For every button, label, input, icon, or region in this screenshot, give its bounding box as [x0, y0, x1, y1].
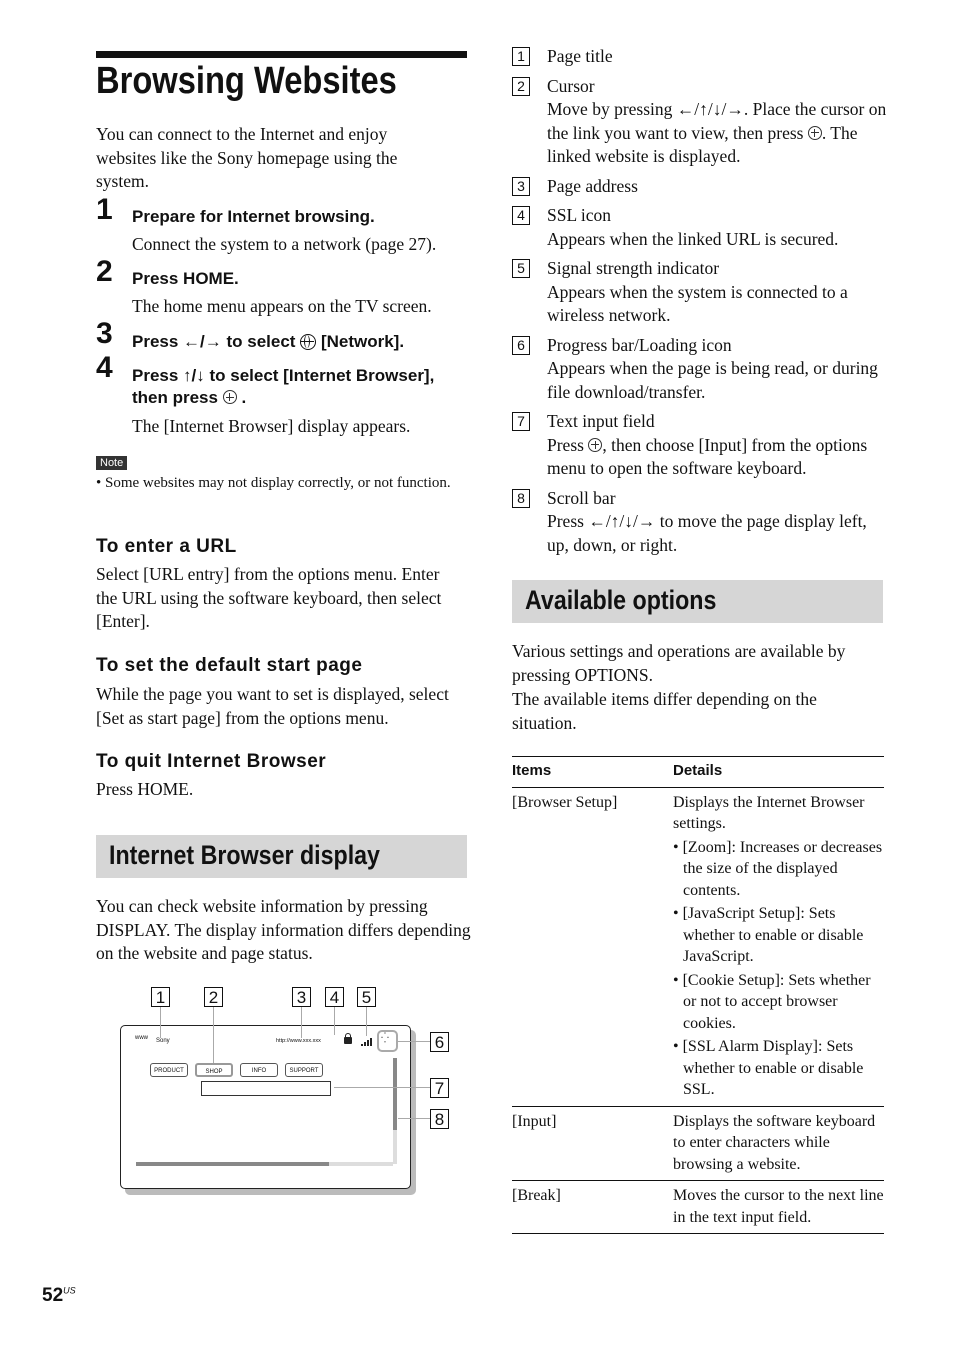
- callout-2: 2: [204, 987, 223, 1007]
- detail-bullet: • [Zoom]: Increases or decreases the size of the displayed contents.: [673, 838, 883, 899]
- section-body-enter-url: Select [URL entry] from the options menu. Enter the URL using the software keyboard, then select [Enter].: [96, 564, 442, 631]
- step-4-body: The [Internet Browser] display appears.: [132, 416, 411, 436]
- legend-desc: Press ←/↑/↓/→ to move the page display left, up, down, or right.: [547, 511, 867, 555]
- step-4-title: Press ↑/↓ to select [Internet Browser], then press .: [132, 366, 435, 407]
- options-section-heading: Available options: [525, 585, 717, 615]
- legend-desc-start: Move by pressing ←/↑/↓/→. Place the cursor on the link you want to view, then press: [547, 99, 887, 143]
- callout-4: 4: [325, 987, 344, 1007]
- legend-item-8: [512, 487, 887, 558]
- page-button-product: PRODUCT: [150, 1063, 188, 1077]
- callout-1: 1: [151, 987, 170, 1007]
- legend-item-4: [512, 204, 887, 251]
- globe-icon: [300, 334, 316, 350]
- column-header-items: Items: [512, 757, 673, 787]
- callout-7: 7: [430, 1078, 449, 1098]
- legend-title: Signal strength indicator: [547, 258, 720, 278]
- leader-line-6: [398, 1041, 430, 1042]
- step-2-body: The home menu appears on the TV screen.: [132, 296, 432, 316]
- legend-item-5: [512, 257, 887, 328]
- step-3-title: [132, 331, 404, 353]
- section-heading-enter-url: To enter a URL: [96, 536, 237, 557]
- leader-line-4: [334, 1007, 335, 1035]
- page-number-suffix: US: [63, 1285, 76, 1296]
- loading-icon: ⁛: [381, 1033, 389, 1044]
- ssl-lock-shackle: [345, 1033, 351, 1038]
- callout-3: 3: [292, 987, 311, 1007]
- legend-title: Page address: [547, 175, 638, 196]
- legend-desc: Appears when the page is being read, or during file download/transfer.: [547, 358, 878, 402]
- detail-bullet: • [Cookie Setup]: Sets whether or not to accept browser cookies.: [673, 971, 871, 1032]
- options-section-body-2: The available items differ depending on the situation.: [512, 689, 817, 733]
- leader-line-7: [334, 1087, 430, 1088]
- legend-number: 2: [512, 77, 530, 96]
- leader-line-1: [160, 1007, 161, 1038]
- legend-number: 8: [512, 489, 530, 508]
- leader-line-5: [366, 1007, 367, 1036]
- legend-list: [512, 45, 887, 557]
- callout-5: 5: [357, 987, 376, 1007]
- options-table: [512, 757, 884, 1234]
- step-1-title: Prepare for Internet browsing.: [132, 207, 375, 226]
- signal-bar: [361, 1044, 363, 1046]
- legend-number: 7: [512, 412, 530, 431]
- legend-desc-start: Press: [547, 434, 584, 455]
- note-label: Note: [96, 456, 127, 470]
- legend-title: Progress bar/Loading icon: [547, 334, 732, 355]
- title-rule: [96, 51, 467, 58]
- display-section-header: [96, 835, 467, 878]
- step-4-title-text: Press ↑/↓ to select [Internet Browser], then press: [132, 366, 435, 407]
- text-input-field: [201, 1081, 331, 1096]
- display-section-body: You can check website information by pressing DISPLAY. The display information differs depending on the website and page status.: [96, 896, 471, 963]
- table-header-row: [512, 757, 884, 787]
- leader-line-2: [213, 1007, 214, 1063]
- legend-number: 4: [512, 206, 530, 225]
- item-cell: [Input]: [512, 1106, 673, 1181]
- legend-desc-end: , then choose [Input] from the options menu to open the software keyboard.: [547, 434, 868, 478]
- step-3-title-end: [Network].: [320, 332, 405, 351]
- legend-title: Page title: [547, 46, 613, 66]
- detail-cell: Moves the cursor to the next line in the text input field.: [673, 1181, 884, 1234]
- scroll-bar-thumb: [393, 1058, 397, 1130]
- legend-desc: [547, 98, 887, 169]
- legend-number: 6: [512, 336, 530, 355]
- section-body-start-page: While the page you want to set is displayed, select [Set as start page] from the options menu.: [96, 684, 449, 728]
- step-1-body: Connect the system to a network (page 27).: [132, 234, 437, 254]
- legend-item-3: [512, 175, 887, 199]
- intro-text: You can connect to the Internet and enjoy websites like the Sony homepage using the system.: [96, 124, 398, 191]
- table-row: [512, 1106, 884, 1181]
- step-2-number: 2: [96, 255, 113, 288]
- table-row: [512, 787, 884, 1106]
- leader-line-8: [398, 1118, 430, 1119]
- options-section-body-1: Various settings and operations are available by pressing OPTIONS.: [512, 641, 846, 685]
- page-title: Browsing Websites: [96, 60, 397, 102]
- legend-desc: Appears when the system is connected to a wireless network.: [547, 281, 848, 325]
- leader-line-3: [301, 1007, 302, 1038]
- legend-title: SSL icon: [547, 205, 612, 225]
- enter-button-icon: [223, 390, 237, 404]
- legend-item-7: [512, 410, 887, 481]
- legend-desc: Appears when the linked URL is secured.: [547, 228, 839, 249]
- detail-text: Displays the Internet Browser settings.: [673, 793, 865, 832]
- signal-bar: [367, 1040, 369, 1046]
- legend-item-1: [512, 45, 887, 69]
- enter-button-icon: [808, 126, 822, 140]
- ssl-lock-icon: [344, 1037, 352, 1044]
- page-number: [42, 1285, 76, 1307]
- signal-bar: [370, 1038, 372, 1046]
- legend-title: Cursor: [547, 75, 595, 96]
- legend-desc: [547, 434, 887, 481]
- step-4-number: 4: [96, 351, 113, 384]
- page-button-shop: SHOP: [195, 1063, 233, 1077]
- note-text: • Some websites may not display correctly, or not function.: [96, 475, 451, 491]
- item-cell: [Browser Setup]: [512, 787, 673, 1106]
- display-section-heading: Internet Browser display: [109, 840, 380, 870]
- enter-button-icon: [588, 438, 602, 452]
- legend-item-2: [512, 75, 887, 169]
- page-title-text: Sony: [156, 1038, 170, 1044]
- table-row: [512, 1181, 884, 1234]
- detail-bullet: • [SSL Alarm Display]: Sets whether to enable or disable SSL.: [673, 1038, 864, 1098]
- page-number-value: 52: [42, 1285, 64, 1306]
- callout-8: 8: [430, 1109, 449, 1129]
- legend-title: Text input field: [547, 411, 655, 431]
- legend-number: 5: [512, 259, 530, 278]
- options-table-wrap: [512, 756, 884, 1234]
- step-1-number: 1: [96, 193, 113, 226]
- signal-strength-icon: [361, 1038, 373, 1046]
- item-cell: [Break]: [512, 1181, 673, 1234]
- legend-item-6: [512, 334, 887, 405]
- step-2-title: Press HOME.: [132, 269, 239, 288]
- detail-cell: [673, 787, 884, 1106]
- section-body-quit: Press HOME.: [96, 779, 194, 799]
- legend-desc-end: . The linked website is displayed.: [547, 122, 858, 166]
- progress-bar-fill: [136, 1162, 329, 1166]
- detail-bullet: • [JavaScript Setup]: Sets whether to enable or disable JavaScript.: [673, 905, 864, 965]
- section-heading-quit: To quit Internet Browser: [96, 751, 327, 772]
- section-heading-start-page: To set the default start page: [96, 655, 363, 676]
- legend-number: 3: [512, 177, 530, 196]
- detail-cell: Displays the software keyboard to enter characters while browsing a website.: [673, 1106, 884, 1181]
- page-button-info: INFO: [240, 1063, 278, 1077]
- step-3-title-start: Press ←/→ to select: [132, 332, 296, 351]
- options-section-header: [512, 580, 883, 623]
- step-3-number: 3: [96, 317, 113, 350]
- page-button-support: SUPPORT: [285, 1063, 323, 1077]
- www-logo: www: [135, 1035, 148, 1041]
- legend-number: 1: [512, 47, 530, 66]
- page-address-text: http://www.xxx.xxx: [276, 1038, 321, 1044]
- callout-6: 6: [430, 1032, 449, 1052]
- signal-bar: [364, 1042, 366, 1046]
- legend-title: Scroll bar: [547, 487, 616, 508]
- column-header-details: Details: [673, 757, 884, 787]
